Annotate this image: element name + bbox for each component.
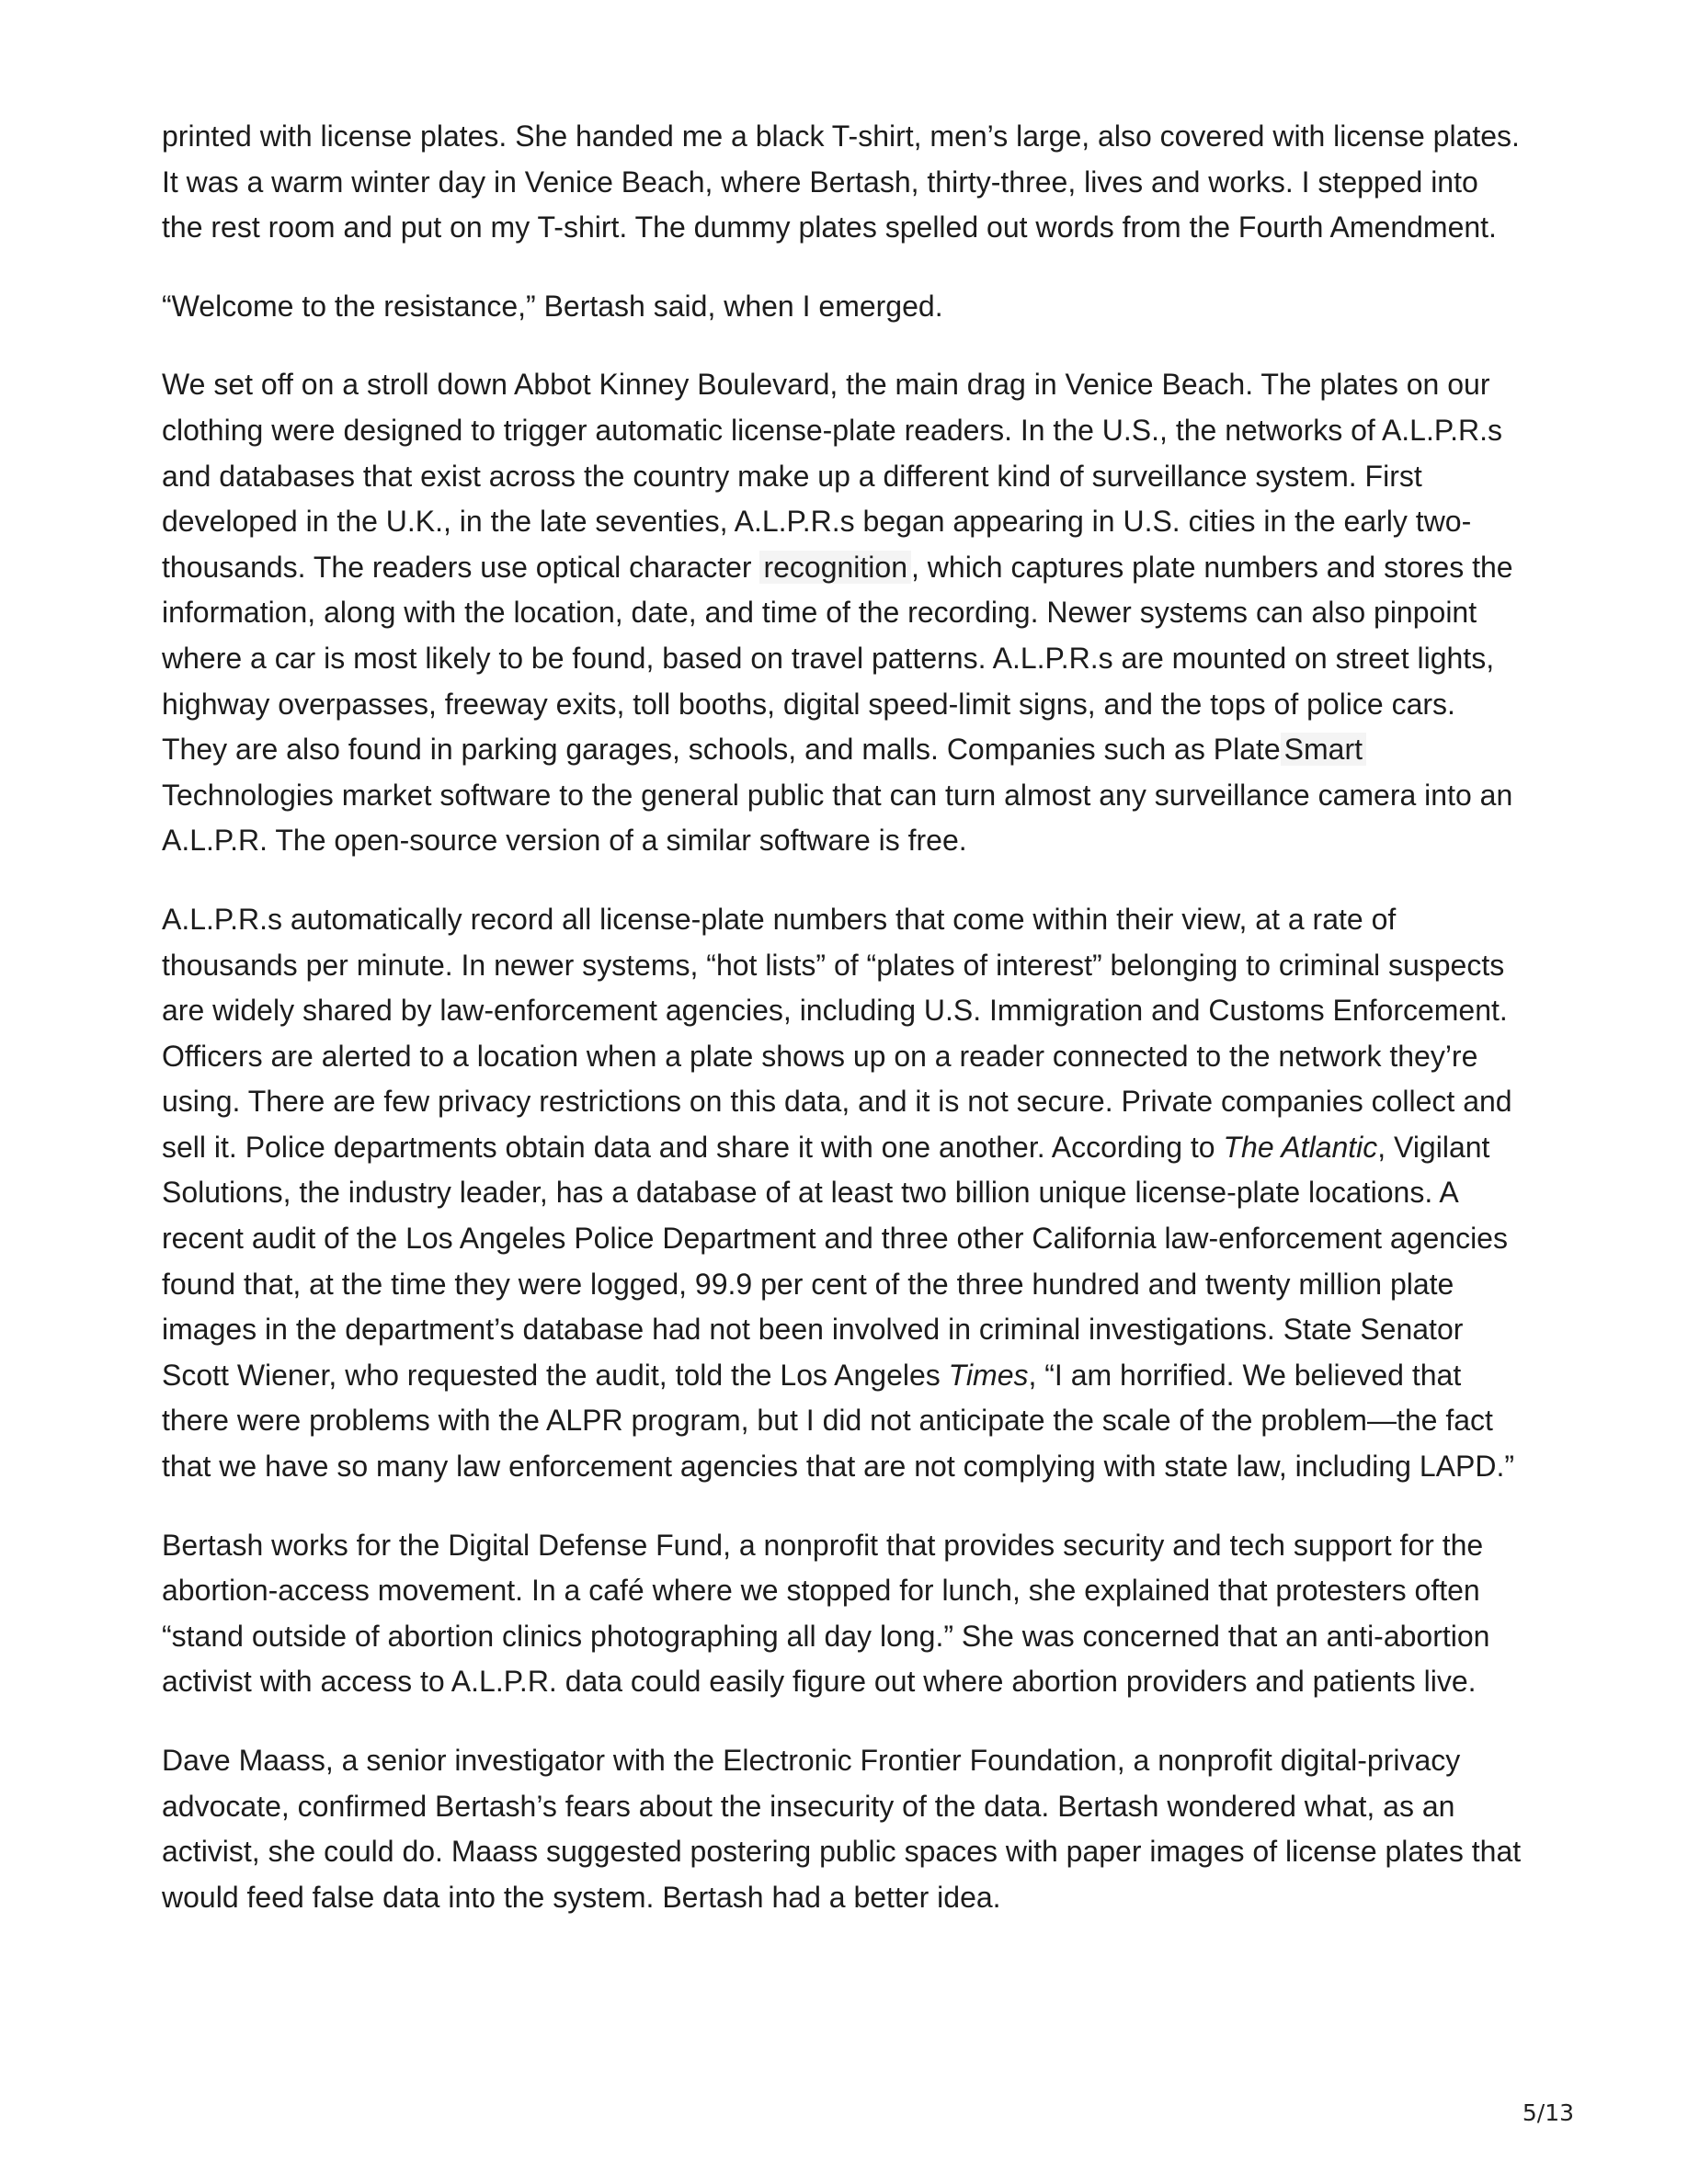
paragraph-2: “Welcome to the resistance,” Bertash said, when I emerged. [162, 289, 943, 323]
page-number: 5/13 [1522, 2099, 1574, 2126]
paragraph-4-text-c: , “I am horrified. We believed that there were problems with the ALPR program, but I did not anticipate the scale of the problem—the fact that we have so many law enforcement agencies that are not complying with state law, including LAPD.” [162, 1358, 1514, 1484]
paragraph-6: Dave Maass, a senior investigator with the Electronic Frontier Foundation, a nonprofit digital-privacy advocate, confirmed Bertash’s fears about the insecurity of the data. Bertash wondered what, as an activist, she could do. Maass suggested postering public spaces with paper images of license plates that would feed false data into the system. Bertash had a better idea. [162, 1744, 1522, 1914]
paragraph-4-text-a: A.L.P.R.s automatically record all license-plate numbers that come within their view, at a rate of thousands per minute. In newer systems, “hot lists” of “plates of interest” belonging to criminal suspects are widely shared by law-enforcement agencies, including U.S. Immigration and Customs Enforcement. Officers are alerted to a location when a plate shows up on a reader connected to the network they’re using. There are few privacy restrictions on this data, and it is not secure. Private companies collect and sell it. Police departments obtain data and share it with one another. According to [162, 902, 1512, 1164]
paragraph-3-text-b: , which captures plate numbers and stores the information, along with the location, date, and time of the recording. Newer systems can also pinpoint where a car is most likely to be found, based on travel patterns. A.L.P.R.s are mounted on street lights, highway overpasses, freeway exits, toll booths, digital speed-limit signs, and the tops of police cars. They are also found in parking garages, schools, and malls. Companies such as Plate [162, 550, 1513, 767]
paragraph-5: Bertash works for the Digital Defense Fund, a nonprofit that provides security and tech support for the abortion-access movement. In a café where we stopped for lunch, she explained that protesters often “stand outside of abortion clinics photographing all day long.” She was concerned that an anti-abortion activist with access to A.L.P.R. data could easily figure out where abortion providers and patients live. [162, 1528, 1490, 1699]
paragraph-3-text-a: We set off on a stroll down Abbot Kinney Boulevard, the main drag in Venice Beach. The plates on our clothing were designed to trigger automatic license-plate readers. In the U.S., the networks of A.L.P.R.s and databases that exist across the country make up a different kind of surveillance system. First developed in the U.K., in the late seventies, A.L.P.R.s began appearing in U.S. cities in the early two-thousands. The readers use optical character [162, 368, 1502, 584]
publication-name-atlantic: The Atlantic [1223, 1130, 1378, 1164]
paragraph-1: printed with license plates. She handed me a black T-shirt, men’s large, also covered with license plates. It was a warm winter day in Venice Beach, where Bertash, thirty-three, lives and works. I stepped into the rest room and put on my T-shirt. The dummy plates spelled out words from the Fourth Amendment. [162, 119, 1520, 245]
paragraph-3-text-c: Technologies market software to the general public that can turn almost any surveillance camera into an A.L.P.R. The open-source version of a similar software is free. [162, 778, 1513, 858]
publication-name-times: Times [948, 1358, 1029, 1392]
highlighted-word-recognition[interactable]: recognition [759, 551, 911, 584]
paragraph-3 [162, 362, 1526, 864]
highlighted-word-smart[interactable]: Smart [1281, 733, 1366, 766]
paragraph-4-text-b: , Vigilant Solutions, the industry leader, has a database of at least two billion unique license-plate locations. A recent audit of the Los Angeles Police Department and three other California law-enforcement agencies found that, at the time they were logged, 99.9 per cent of the three hundred and twenty million plate images in the department’s database had not been involved in criminal investigations. State Senator Scott Wiener, who requested the audit, told the Los Angeles [162, 1130, 1508, 1392]
paragraph-4 [162, 897, 1526, 1490]
article-body [162, 114, 1526, 1953]
